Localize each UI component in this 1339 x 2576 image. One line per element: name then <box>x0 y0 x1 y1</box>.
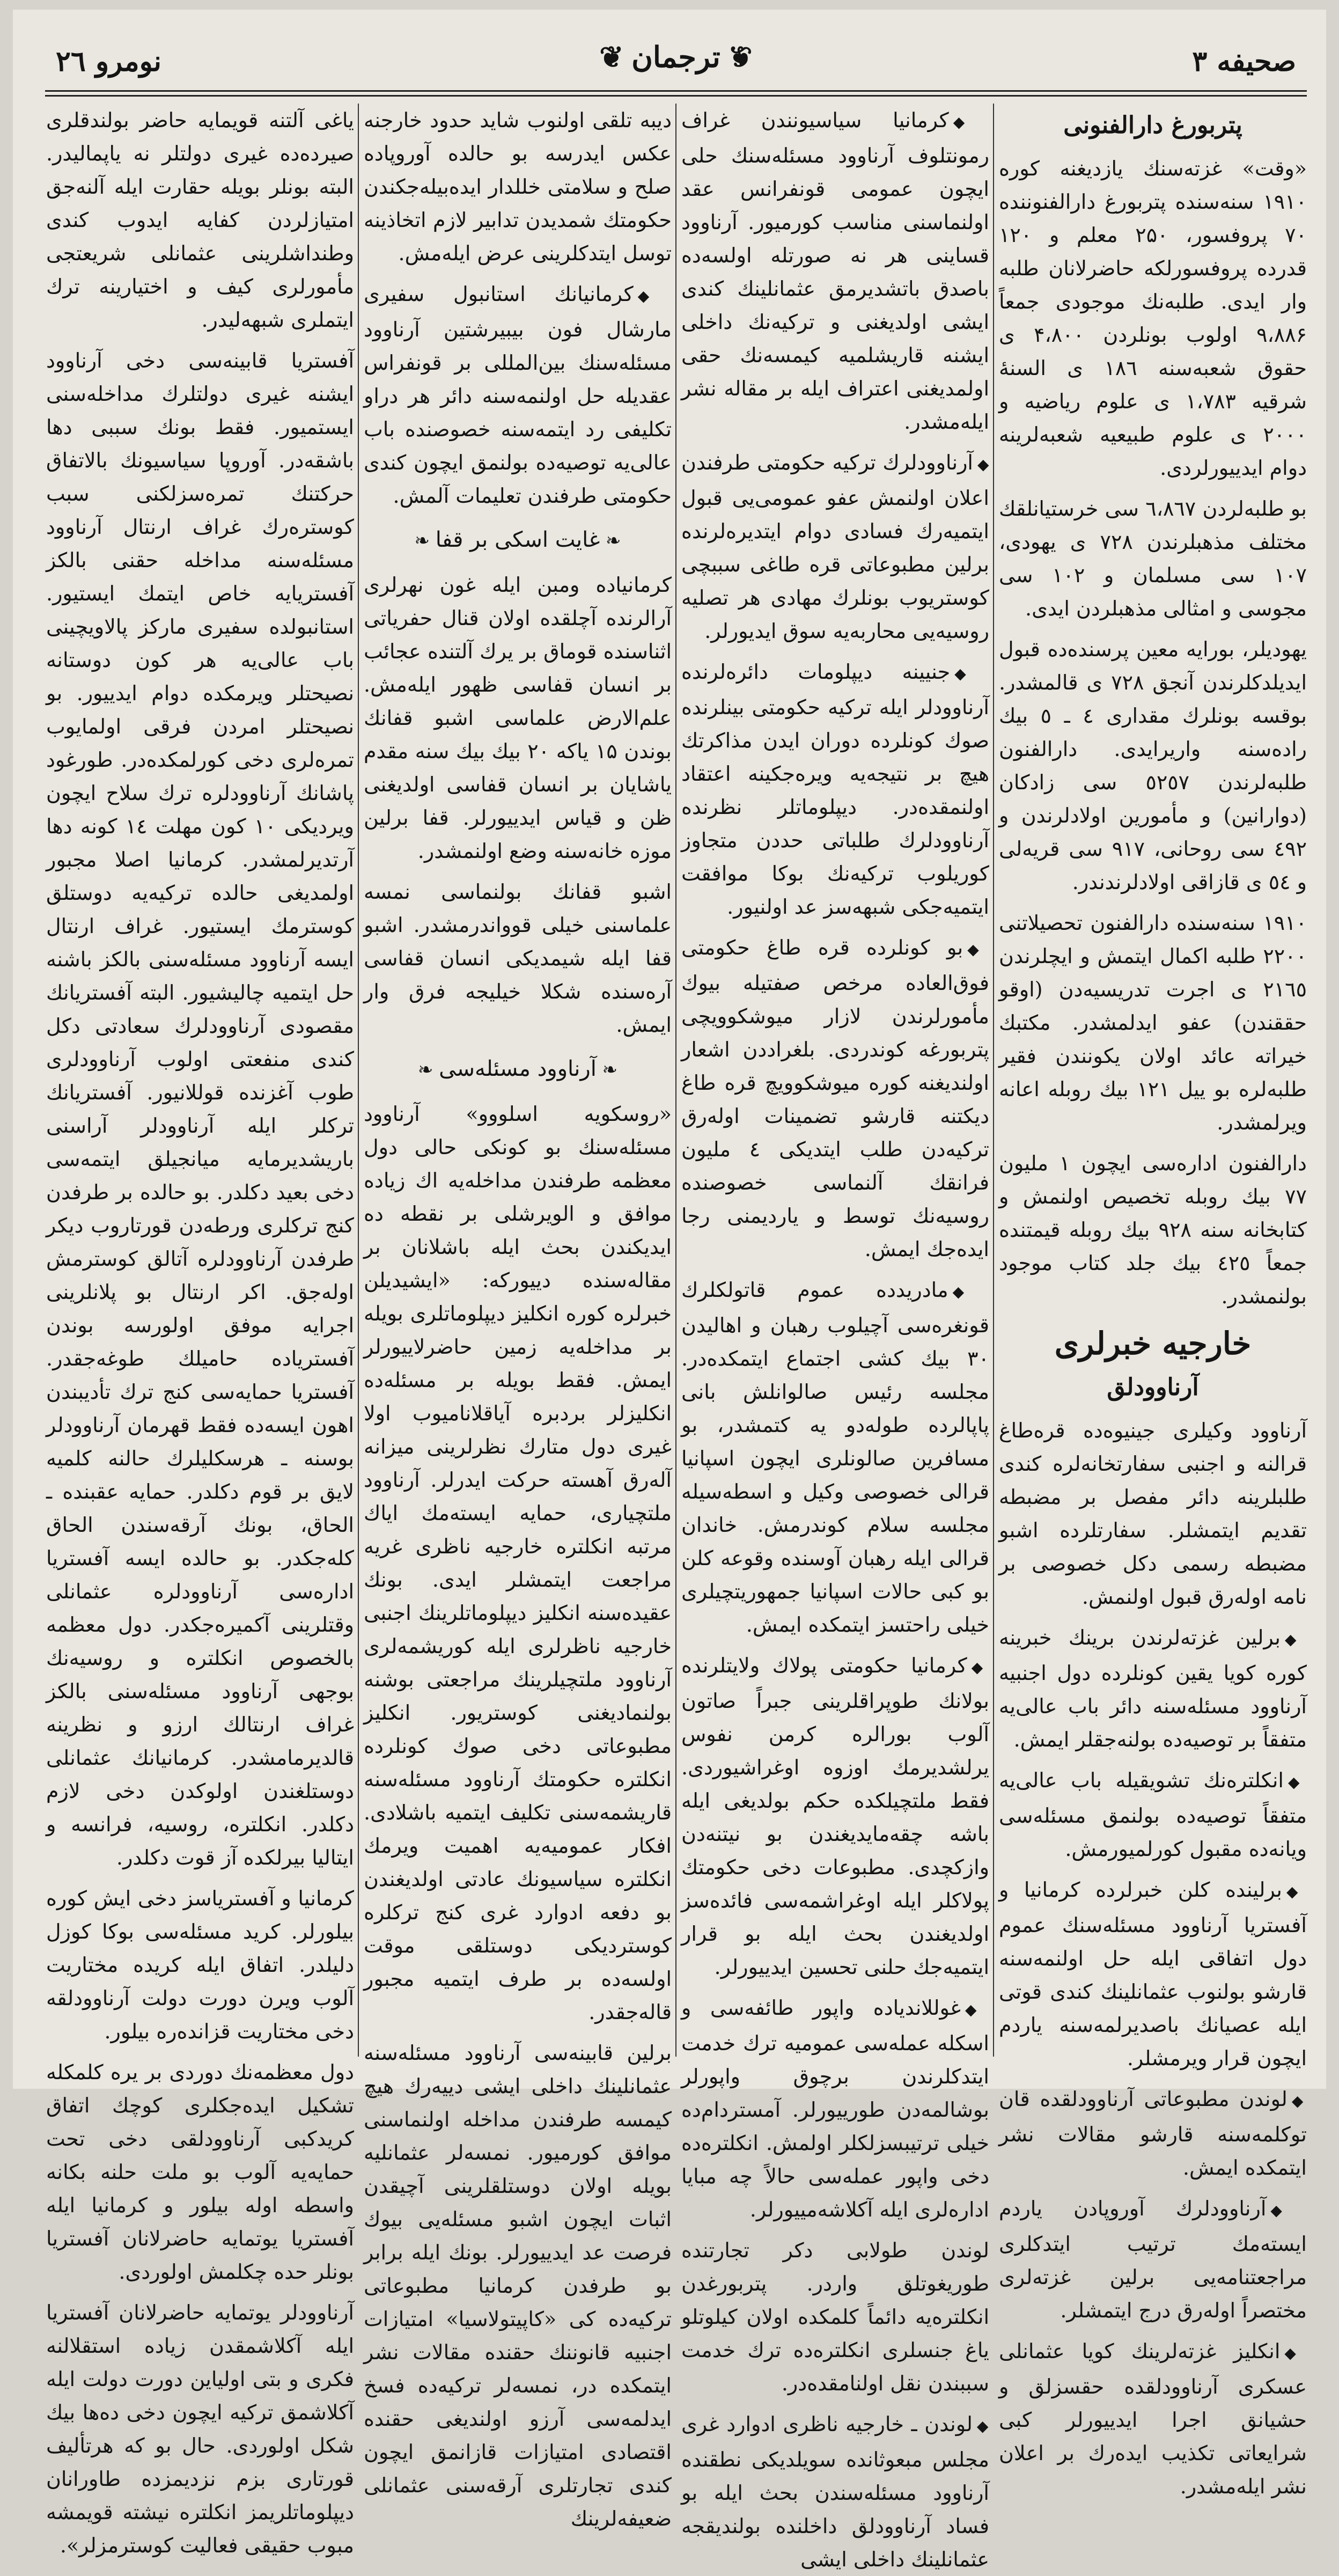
news-item-text: جنیینه دیپلومات دائره‌لرنده آرناوودلر ایله تركیه حكومتی بینلرنده صوك كونلرده دوران ایدن مذاكرتك هیچ بر نتیجه‌یه ویره‌جكینه اعتقاد اولنمقده‌در. دیپلوماتلر نظرنده آرناوودلرك طلباتی حددن متجاوز كوریلوب تركیه‌نك بوكا موافقت ایتمیه‌جكی شبهه‌سز عد اولنیور. <box>681 660 989 919</box>
news-item-text: انكلیز غزته‌لرینك كویا عثمانلی عسكری آرناوودلقده حقسزلق و حشیانق اجرا ایدییورلر كبی شرایعاتی تكذیب ایده‌رك بر اعلان نشر ایلەمشدر. <box>999 2339 1307 2498</box>
news-item-text: كرمانیانك استانبول سفیری مارشال فون بیبیرشتین آرناوود مسئله‌سنك بین‌المللی بر قونفراس عقدیله حل اولنمه‌سنه دائر هر دراو تكلیفی رد ایتمه‌سنه خصوصنده باب عالی‌یه توصیه‌ده بولنمق ایچون كندی حكومتی طرفندن تعلیمات آلمش. <box>364 282 672 508</box>
diamond-bullet-icon: ◆ <box>1286 1883 1307 1900</box>
news-item-text: كرمانیا حكومتی پولاك ولایتلرنده بولانك طوپراقلرینی جبراً صاتون آلوب بورالره كرمن نفوس یرلشدیرمك اوزوه اوغراشیوردی. فقط ملتچیلكده حكم بولدیغی ایله باشه چقه‌مایدیغندن بو نیتنه‌دن وازكچدی. مطبوعات دخی حكومتك پولاكلر ایله اوغراشمه‌سی فائده‌سز اولدیغندن بحث ایله بو قرار ایتمیه‌جك حلنی تحسین ایدییورلر. <box>681 1654 989 1979</box>
news-item <box>999 1873 1307 2075</box>
header-rule <box>45 90 1307 97</box>
paragraph: بو طلبه‌لردن ٦،۸٦۷ سی خرستیانلقك مختلف مذهبلرندن ۷۲۸ ی یهودی، ۱۰۷ سی مسلمان و ۱۰۲ سی مجوسی و امثالی مذهبلردن ایدی. <box>999 497 1307 620</box>
column-1 <box>999 104 1307 2498</box>
diamond-bullet-icon: ◆ <box>976 2417 989 2435</box>
news-item-text: بو كونلرده قره طاغ حكومتی فوق‌العاده مرخص صفتیله بیوك مأمورلرندن لازار میوشكوویچی پتربورغه كوندردی. بلغراددن اشعار اولندیغنه كوره میوشكوویچ قره طاغ دیكتنه قارشو تضمینات اولەرق تركیه‌دن طلب ایتدیكی ٤ ملیون فرانقك آلنماسی خصوصنده روسیه‌نك توسط و یاردیمنی رجا ایده‌جك ایمش. <box>681 936 989 1261</box>
diamond-bullet-icon: ◆ <box>1284 2344 1307 2362</box>
newspaper-name: ❦ ترجمان ❦ <box>599 40 753 74</box>
article-title-petersburg-university: پتربورغ دارالفنونی <box>1063 112 1242 139</box>
news-item <box>681 2408 989 2576</box>
paragraph: اشبو قفانك بولنماسی نمسه علماسنی خیلی قوواندرمشدر. اشبو قفا ایله شیمدیكی انسان قفاسی آره‌سنده شكلا خیلیجه فرق وار ایمش. <box>364 880 672 1037</box>
news-item <box>999 2082 1307 2184</box>
paragraph: كرمانیاده ومبن ایله غون نهرلری آرالرنده آچلقده اولان قنال حفریاتی اثناسنده قوماق بر یرك آلتنده عجائب بر انسان قفاسی ظهور ایلەمش. علم‌الارض علماسی اشبو قفانك بوندن ۱۵ یاكه ۲۰ بیك بیك سنه مقدم یاشایان بر انسان قفاسی اولدیغنی ظن و قیاس ایدییورلر. قفا برلین موزه خانه‌سنه وضع اولنمشدر. <box>364 573 672 863</box>
paragraph: آفستریا قابینه‌سی دخی آرناوود ایشنه غیری دولتلرك مداخله‌سنی ایستمیور. فقط بونك سببی دها باشقه‌در. آوروپا سیاسیونك بالاتفاق حركتنك تمره‌سزلكنی سبب كوسترەرك غراف ارنتال آرناوود مسئله‌سنه مداخله حقنی بالكز آفستریایه خاص ایتمك ایستیور. استانبولده سفیری ماركز پالاویچینی باب عالی‌یه هر كون دوستانه نصیحتلر ویرمكده دوام ایدییور. بو نصیحتلر امردن فرقی اولمایوب تمره‌لری دخی كورلمكده‌در. طورغود پاشانك آرناوودلره ترك سلاح ایچون ویردیكی ۱۰ كون مهلت ۱٤ كونه دها آرتدیرلمشدر. كرمانیا اصلا مجبور اولمدیغی حالده تركیه‌یه دوستلق كوسترمك ایستیور. غراف ارنتال ایسه آرناوود مسئله‌سنی بالكز باشنه حل ایتمیه چالیشیور. البته آفستریانك مقصودی آرناوودلرك سعادتی دكل كندی منفعتی اولوب آرناوودلری طوب آغزنده قوللانیور. آفستریانك تركلر ایله آرناوودلر آراسنی باریشدیرمایه میانجیلق ایتمه‌سی دخی بعید دكلدر. بو حالده بر طرفدن كنج تركلری ورطه‌دن قورتاروب دیكر طرفدن آرناوودلره آتالق كوسترمش اوله‌جق. اكر ارنتال بو پلانلرینی اجرایه موفق اولورسه بوندن آفستریاده حامیلك طوغه‌جقدر. آفستریا حمایه‌سی كنج ترك تأدیبندن اهون ایسه‌ده فقط قهرمان آرناوودلر بوسنه ـ هرسكلیلرك حالنه كلمیه لایق بر قوم دكلدر. حمایه عقبنده ـ الحاق، بونك آرقه‌سندن الحاق كله‌جكدر. بو حالده ایسه آفستریا اداره‌سی آرناوودلره عثمانلی وقتلرینی آكمیرەجكدر. دول معظمه بالخصوص انكلتره و روسیه‌نك بوجهی آرناوود مسئله‌سنی بالكز غراف ارنتالك ارزو و نظرینه قالدیرمامشدر. كرمانیانك عثمانلی دوستلغندن اولوكدن دخی لازم دكلدر. انكلتره، روسیه، فرانسه و ایتالیا بیرلكده آز قوت دكلدر. <box>46 349 354 1869</box>
paragraph: دیبه تلقی اولنوب شاید حدود خارجنه عكس ایدرسه بو حالده آوروپاده صلح و سلامتی خللدار ایده‌بیله‌جكندن حكومتك شمدیدن تدابیر لازم اتخاذینه توسل ایتدكلرینی عرض ایلەمش. <box>364 108 672 265</box>
issue-number-label: نومرو ۲٦ <box>56 45 161 78</box>
paragraph: آرناوود وكیلری جینیوه‌ده قره‌طاغ قرالنه و اجنبی سفارتخانه‌لره كندی طلبلرینه دائر مفصل بر مضبطه تقدیم ایتمشلر. سفارتلرده اشبو مضبطه رسمی دكل خصوصی بر نامه اولەرق قبول اولنمش. <box>999 1419 1307 1609</box>
column-4 <box>46 104 354 2557</box>
paragraph: برلین قابینه‌سی آرناوود مسئله‌سنه عثمانلینك داخلی ایشی دییەرك هیچ كیمسه طرفندن مداخله اولنماسنی موافق كورمیور. نمسه‌لر عثمانلیه بویله اولان دوستلقلرینی آچیقدن اثبات ایچون اشبو مسئله‌یی بیوك فرصت عد ایدییورلر. بونك ایله برابر بو طرفدن كرمانیا مطبوعاتی تركیه‌ده كی «كاپیتولاسیا» امتیازات اجنبیه قانوننك حقنده مقالات نشر ایتمكده در، نمسه‌لر تركیه‌ده فسخ ایدلمه‌سی آرزو اولندیغی حقنده اقتصادی امتیازات قازانمق ایچون كندی تجارتلری آرقه‌سنی عثمانلی ضعیفه‌لرینك <box>364 2041 672 2530</box>
column-2 <box>681 104 989 2571</box>
news-item-text: مادریدده عموم قاتولكلرك قونغره‌سی آچیلوب رهبان و اهالیدن ۳۰ بیك كشی اجتماع ایتمكده‌در. مجلسه رئیس صالوانلش بانی پاپالرده طوله‌دو یه كتمشدر، بو مسافرین صالونلری ایچون اسپانیا قرالی خصوصی وكیل و اسطه‌سیله مجلسه سلام كوندرمش. خاندان قرالی ایله رهبان آوسنده وقوعه كلن بو كبی حالات اسپانیا جمهوریتچیلری خیلی راحتسز ایتمكده ایمش. <box>681 1278 989 1636</box>
diamond-bullet-icon: ◆ <box>1270 2201 1307 2219</box>
news-item-text: آرناوودلرك آوروپادن یاردم ایستەمك ترتیب ایتدكلری مراجعتنامه‌یی برلین غزته‌لری مختصراً اولەرق درج ایتمشلر. <box>999 2197 1307 2322</box>
news-item <box>681 1649 989 1984</box>
news-item <box>999 2335 1307 2503</box>
news-item-text: كرمانیا سیاسیونندن غراف رمونتلوف آرناوود مسئله‌سنك حلی ایچون عمومی قونفرانس عقد اولنماسنی مناسب كورمیور. آرناوود قساینی هر نه صورتله اولسه‌ده باصدق باتشدیرمق عثمانلینك كندی ایشی اولدیغنی و تركیه‌نك داخلی ایشنه قاریشلمیه كیمسه‌نك حقی اولمدیغنی اعتراف ایله بر مقاله نشر ایلەمشدر. <box>681 108 989 434</box>
news-item-text: برلینده كلن خبرلرده كرمانیا و آفستریا آرناوود مسئله‌سنك عموم دول اتفاقی ایله حل اولنمه‌سنه قارشو بولنوب عثمانلینك كندی قوتی ایله عصیانك باصدیرلمه‌سنه یاردم ایچون قرار ویرمشلر. <box>999 1878 1307 2070</box>
paragraph: «روسكویه اسلووو» آرناوود مسئله‌سنك بو كونكی حالی دول معظمه طرفندن مداخله‌یه اك زیاده موافق و الویرشلی بر نقطه ده ایدیكندن بحث ایله باشلانان بر مقاله‌سنده دییوركه: «ایشیدیلن خبرلره كوره انكلیز دیپلوماتلری بویله بر مداخله‌یه زمین حاضرلاییورلر ایمش. فقط بویله بر مسئله‌ده انكلیزلر بردبره آیاقلانامیوب اولا غیری دول متارك نظرلرینی میزانه آلەرق آهسته حركت ایدرلر. آرناوود ملتچیاری، حمایه ایستەمك ایاك مرتبه انكلتره خارجیه ناظری غریه مراجعت ایتمشلر ایدی. بونك عقیده‌سنه انكلیز دیپلوماتلرینك اجنبی خارجیه ناظرلری ایله كوریشمه‌لری آرناوود ملتچیلرینك مراجعتی بوشنه بولنمادیغنی كوستریور. انكلیز مطبوعاتی دخی صوك كونلرده انكلتره حكومتك آرناوود مسئله‌سنه قاریشمه‌سنی تكلیف ایتمیه باشلادی. افكار عمومیه‌یه اهمیت ویرمك انكلتره سیاسیونك عادتی اولدیغندن بو دفعه ادوارد غری كنج تركلره كوستردیكی دوستلقی موقت اولسه‌ده بر طرف ایتمیه مجبور قاله‌جقدر. <box>364 1102 672 2024</box>
diamond-bullet-icon: ◆ <box>952 1283 989 1301</box>
masthead <box>45 34 1307 99</box>
diamond-bullet-icon: ◆ <box>971 1658 989 1676</box>
paragraph: لوندن طولابی دكر تجارتنده طوریغوتلق واردر. پتربورغدن انكلتره‌یه دائماً كلمكده اولان كیلوتلو یاغ جنسلری انكلتره‌ده ترك خدمت سببندن نقل اولنامقده‌در. <box>681 2239 989 2395</box>
paragraph: دارالفنون اداره‌سی ایچون ۱ ملیون ۷۷ بیك روبله تخصیص اولنمش و كتابخانه سنه ۹۲۸ بیك روبله قیمتنده جمعاً ٤۲٥ بیك جلد كتاب موجود بولنمشدر. <box>999 1151 1307 1308</box>
diamond-bullet-icon: ◆ <box>954 665 989 682</box>
column-divider <box>358 104 359 2057</box>
page-number-label: صحیفه ۳ <box>1192 45 1296 78</box>
diamond-bullet-icon: ◆ <box>637 287 672 305</box>
news-item-text: لوندن مطبوعاتی آرناوودلقده قان توكلمه‌سنه قارشو مقالات نشر ایتمكده ایمش. <box>999 2087 1307 2179</box>
news-item <box>681 446 989 648</box>
section-title-ancient-skull: ❧ غایت اسكی بر قفا ❧ <box>364 523 672 557</box>
news-item <box>999 1764 1307 1866</box>
diamond-bullet-icon: ◆ <box>1288 1773 1307 1791</box>
news-item <box>681 1273 989 1641</box>
paragraph: «وقت» غزته‌سنك یازدیغنه كوره ۱۹۱۰ سنه‌سنده پتربورغ دارالفنوننده ۷۰ پروفسور، ۲۵۰ معلم و ۱۲۰ قدرده پروفسورلكه حاضرلانان طلبه وار ایدی. طلبه‌نك موجودی جمعاً ۹،۸۸۶ اولوب بونلردن ۴،۸۰۰ ی حقوق شعبه‌سنه ۱۸٦ ی السنهٔ شرقیه ۱،۷۸۳ ی علوم ریاضیه و ۲۰۰۰ ی علوم طبیعیه شعبه‌لرینه دوام ایدییورلردی. <box>999 157 1307 480</box>
paragraph: دول معظمه‌نك دوردی بر یره كلمكله تشكیل ایده‌جكلری كوچك اتفاق كریدكبی آرناوودلقی دخی تحت حمایه‌یه آلوب بو ملت حلنه بكانه واسطه اوله بیلور و كرمانیا ایله آفستریا یوتمایه حاضرلانان آفستریا بونلر حده چكلمش اولوردی. <box>46 2060 354 2284</box>
diamond-bullet-icon: ◆ <box>967 941 989 958</box>
news-item-text: برلین غزته‌لرندن برینك خبرینه كوره كویا یقین كونلرده دول اجنبیه آرناوود مسئله‌سنه دائر باب عالی‌یه متفقاً بر توصیه‌ده بولنه‌جقلر ایمش. <box>999 1626 1307 1751</box>
news-item <box>681 655 989 923</box>
news-item <box>999 1621 1307 1756</box>
news-item-text: انكلتره‌نك تشویقیله باب عالی‌یه متفقاً توصیه‌ده بولنمق مسئله‌سی ویانه‌ده مقبول كورلمیورمش. <box>999 1768 1307 1861</box>
diamond-bullet-icon: ◆ <box>1291 2092 1307 2110</box>
news-item-text: آرناوودلرك تركیه حكومتی طرفندن اعلان اولنمش عفو عمومی‌یی قبول ایتمیەرك فسادی دوام ایتدیرەلرنده برلین مطبوعاتی قره طاغی سببچی كوستریوب بونلرك مهادی هر تصلیه روسیه‌یی محاربه‌یه سوق ایدیورلر. <box>681 451 989 643</box>
article-columns <box>45 104 1307 2571</box>
paragraph: یاغی آلتنه قویمایه حاضر بولندقلری صیردەده غیری دولتلر نه یاپمالیدر. البته بونلر بویله حقارت ایله آلنه‌جق امتیازلردن كفایه ایدوب كندی وطنداشلرینی عثمانلی شریعتجی مأمورلری كیف و اختیارینه ترك ایتملری شبهه‌لیدر. <box>46 108 354 332</box>
paragraph: كرمانیا و آفستریاسز دخی ایش كوره بیلورلر. كرید مسئله‌سی بوكا كوزل دلیلدر. اتفاق ایله كریده مختاریت آلوب ویرن دورت دولت آرناوودلقه دخی مختاریت قزانده‌ره بیلور. <box>46 1887 354 2043</box>
news-item <box>681 931 989 1266</box>
diamond-bullet-icon: ◆ <box>1284 1631 1307 1648</box>
diamond-bullet-icon: ◆ <box>977 456 989 473</box>
diamond-bullet-icon: ◆ <box>965 2001 989 2019</box>
news-item-text: لوندن ـ خارجیه ناظری ادوارد غری مجلس مبعوثانده سویلدیكی نطقنده آرناوود مسئله‌سندن بحث ایله بو فساد آرناوودلق داخلنده بولندیقجه عثمانلینك داخلی ایشی <box>681 2412 989 2571</box>
paragraph: ۱۹۱۰ سنه‌سنده دارالفنون تحصیلاتنی ۲۲۰۰ طلبه اكمال ایتمش و ایچلرندن ۲۱٦٥ ی اجرت تدریسیه‌دن (اوقو حققندن) عفو ایدلمشدر. مكتبك خیراته عائد اولان یكونندن فقیر طلبه‌لره بو ییل ۱۲۱ بیك روبله اعانه ویرلمشدر. <box>999 911 1307 1134</box>
section-title-foreign-news: خارجیه خبرلری <box>1054 1325 1252 1362</box>
section-subtitle-albania: آرناوودلق <box>1107 1374 1199 1401</box>
news-item <box>681 1991 989 2226</box>
news-item <box>364 277 672 512</box>
column-3 <box>364 104 672 2530</box>
news-item-text: غوللاندیاده واپور طائفه‌سی و اسكله عمله‌سی عمومیه ترك خدمت ایتدكلرندن برچوق واپورلر بوشالمه‌دن طورییورلر. آمستردام‌ده خیلی ترتیبسزلكلر اولمش. انكلتره‌ده دخی واپور عمله‌سی حالاً چه مبایا اداره‌لری ایله آكلاشه‌مییورلر. <box>681 1996 989 2221</box>
section-title-albanian-question: ❧ آرناوود مسئله‌سی ❧ <box>364 1052 672 1087</box>
column-divider <box>675 104 676 2057</box>
column-divider <box>993 104 994 2057</box>
newspaper-page <box>13 10 1326 2571</box>
paragraph: آرناوودلر یوتمایه حاضرلانان آفستریا ایله آكلاشمقدن زیاده استقلالنه فكری و بتی اولیاین دورت دولت ایله آكلاشمق تركیه ایچون دخی ده‌ها بیك شكل اولوردی. حال بو كه هرتألیف قورتاری بزم نزدیمزده طاورانان دیپلوماتلریمز انكلتره نیشته قویمشه مبوب حقیقی فعالیت كوسترمزلر». <box>46 2301 354 2557</box>
news-item <box>999 2192 1307 2327</box>
news-item <box>681 104 989 438</box>
diamond-bullet-icon: ◆ <box>953 113 989 131</box>
paragraph: یهودیلر، بورایه معین پرسنده‌ده قبول ایدیلدكلرندن آنجق ۷۲۸ ی قالمشدر. بوقسه بونلرك مقداری ٤ ـ ٥ بیك راده‌سنه واریرایدی. دارالفنون طلبه‌لرندن ٥۲٥۷ سی زادكان (دوارانین) و مأمورین اولادلرندن و ٤۹۲ سی روحانی، ۹۱۷ سی قریه‌لی و ٥٤ ی قازاقی اولادلرندندر. <box>999 637 1307 894</box>
